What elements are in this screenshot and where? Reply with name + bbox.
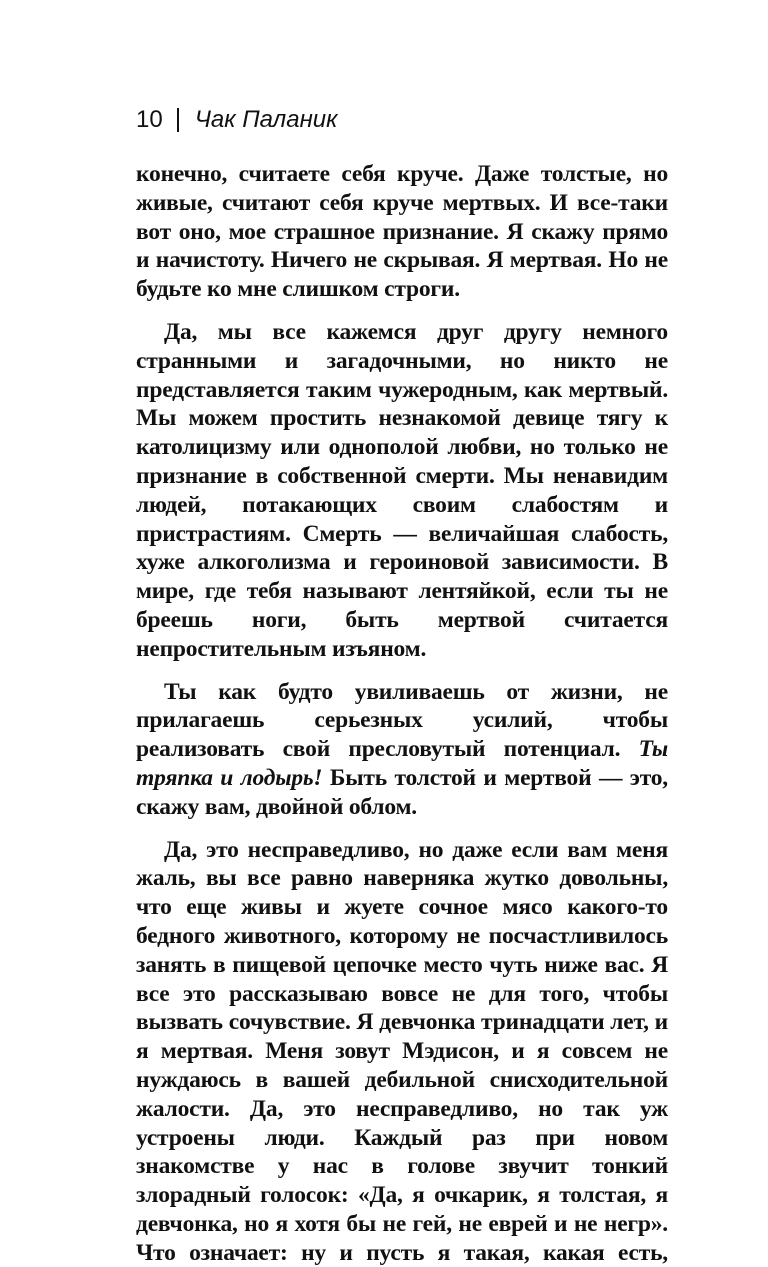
- book-page: [136, 104, 668, 1267]
- paragraph-1: конечно, считаете себя круче. Даже толстые, но живые, считают себя круче мертвых. И все-таки вот оно, мое страшное признание. Я скажу прямо и начистоту. Ничего не скрывая. Я мертвая. Но не будьте ко мне слишком строги.: [136, 161, 668, 303]
- paragraph-3-part-a: Ты как будто увиливаешь от жизни, не прилагаешь серьезных усилий, чтобы реализовать свой пресловутый потенциал.: [136, 678, 668, 763]
- header-separator: [177, 108, 179, 132]
- running-header-author: Чак Паланик: [194, 106, 338, 133]
- paragraph-3-part-b: Быть толстой и мертвой — это, скажу вам, двойной облом.: [136, 764, 668, 820]
- paragraph-4: Да, это несправедливо, но даже если вам меня жаль, вы все равно наверняка жутко довольны, что еще живы и жуете сочное мясо какого-то бедного животного, которому не посчастливилось занять в пищевой цепочке место чуть ниже вас. Я все это рассказываю вовсе не для того, чтобы вызвать сочувствие. Я девчонка тринадцати лет, и я мертвая. Меня зовут Мэдисон, и я совсем не нуждаюсь в вашей дебильной снисходительной жалости. Да, это несправедливо, но так уж устроены люди. Каждый раз при новом знакомстве у нас в голове звучит тонкий злорадный голосок: «Да, я очкарик, я толстая, я девчонка, но я хотя бы не гей, не еврей и не негр». Что означает: ну и пусть я такая, какая есть,: [136, 836, 668, 1266]
- page-number: 10: [136, 106, 163, 133]
- paragraph-3-emphasis: Ты тряпка и лодырь!: [136, 736, 668, 791]
- paragraph-3: [136, 678, 668, 822]
- running-header: [136, 104, 668, 136]
- paragraph-2: Да, мы все кажемся друг другу немного странными и загадочными, но никто не представляется таким чужеродным, как мертвый. Мы можем простить незнакомой девице тягу к католицизму или однополой любви, но только не признание в собственной смерти. Мы ненавидим людей, потакающих своим слабостям и пристрастиям. Смерть — величайшая слабость, хуже алкоголизма и героиновой зависимости. В мире, где тебя называют лентяйкой, если ты не бреешь ноги, быть мертвой считается непростительным изъяном.: [136, 318, 668, 662]
- body-text: [136, 160, 668, 1267]
